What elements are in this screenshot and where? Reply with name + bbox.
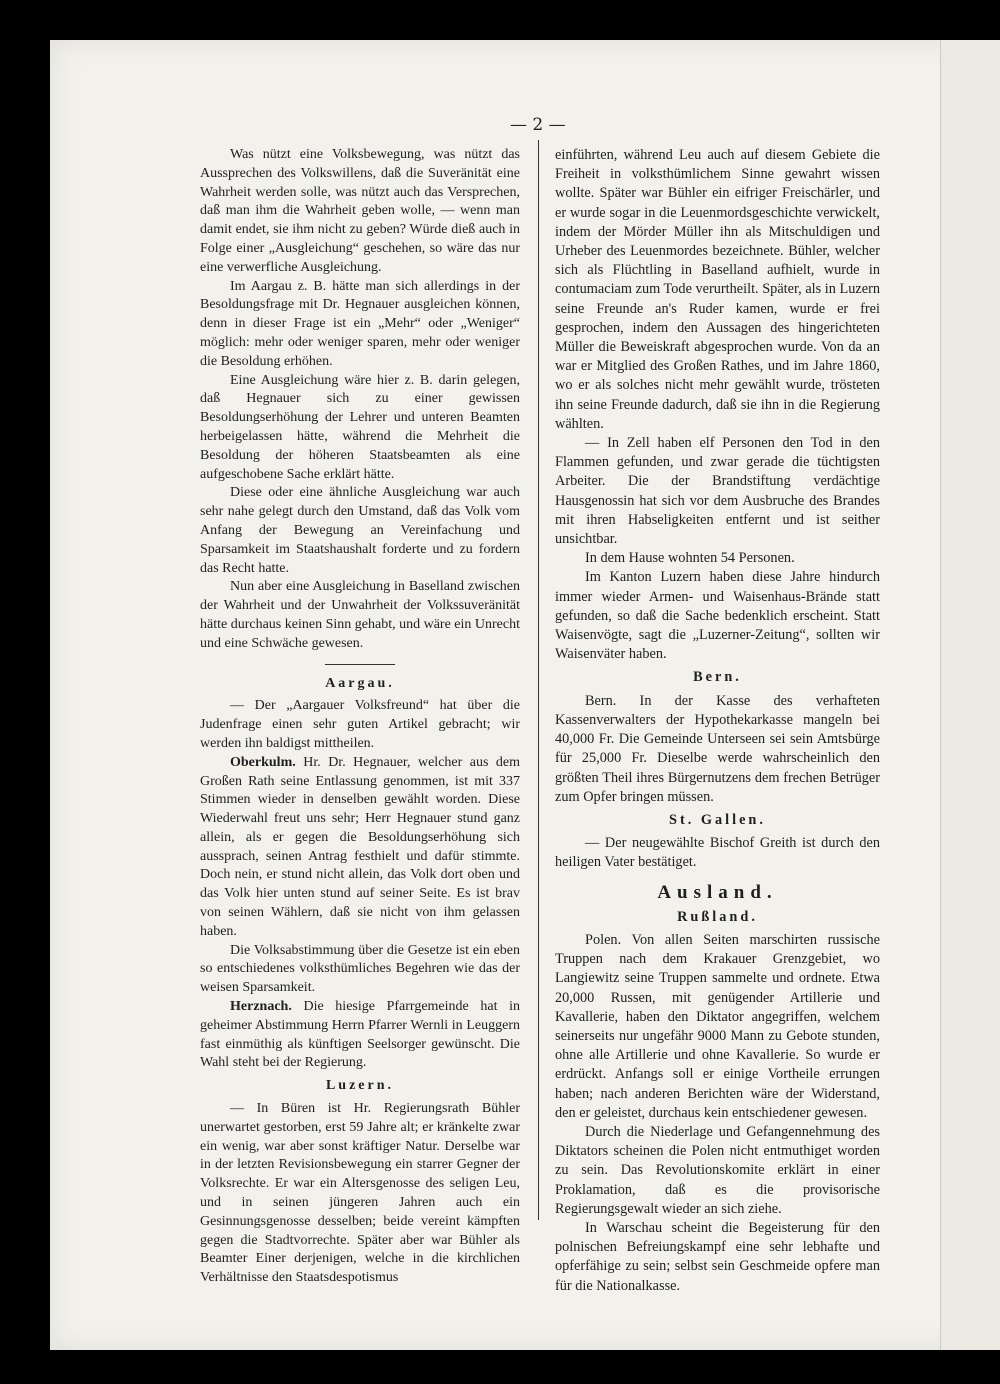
page-number: — 2 — xyxy=(510,115,566,135)
left-column xyxy=(200,146,520,1288)
paragraph xyxy=(200,998,520,1073)
paragraph: Durch die Niederlage und Gefangennehmung des Diktators scheinen die Polen nicht entmuthiget worden zu sein. Das Revolutionskomite erklärt in einer Proklamation, daß es die provisorische Regierungsgewalt wieder an sich ziehe. xyxy=(555,1123,880,1217)
paragraph: — Der „Aargauer Volksfreund“ hat über die Judenfrage einen sehr guten Artikel gebracht; wir werden ihn baldigst mittheilen. xyxy=(200,698,520,751)
paragraph: Was nützt eine Volksbewegung, was nützt das Aussprechen des Volkswillens, daß die Suveränität eine Wahrheit werden solle, was nützt auch das Versprechen, daß man ihm die Wahrheit geben wolle, — wenn man damit endet, sie ihm nicht zu geben? Würde dieß auch in Folge einer „Ausgleichung“ geschehen, so wäre das nur eine verwerfliche Ausgleichung. xyxy=(200,147,520,275)
section-heading: Aargau. xyxy=(325,675,395,691)
section-heading: Bern. xyxy=(693,669,742,686)
paragraph: Eine Ausgleichung wäre hier z. B. darin gelegen, daß Hegnauer sich zu einer gewissen Besoldungserhöhung der Lehrer und unteren Beamten herbeigelassen hätte, während die Mehrheit die Besoldung der höheren Staatsbeamten als eine aufgeschobene Sache erklärt hätte. xyxy=(200,372,520,482)
paragraph: — In Büren ist Hr. Regierungsrath Bühler unerwartet gestorben, erst 59 Jahre alt; er kränkelte zwar ein wenig, war aber sonst kräftiger Natur. Derselbe war in der letzten Revisionsbewegung ein starrer Gegner der Volksrechte. Er war ein Altersgenosse des seligen Leu, und in seinen jüngeren Jahren auch ein Gesinnungsgenosse desselben; beide vereint kämpften gegen die Stadtvorrechte. Später aber war Bühler als Beamter Einer derjenigen, welche in die kirchlichen Verhältnisse den Staatsdespotismus xyxy=(200,1101,520,1286)
section-heading: Rußland. xyxy=(677,908,758,925)
paragraph: Diese oder eine ähnliche Ausgleichung war auch sehr nahe gelegt durch den Umstand, daß das Volk vom Anfang der Bewegung an Vereinfachung und Sparsamkeit im Staatshaushalt forderte und zu fordern das Recht hatte. xyxy=(200,485,520,576)
place-name: Oberkulm. xyxy=(230,754,296,770)
section-divider xyxy=(325,664,395,665)
paragraph: Bern. In der Kasse des verhafteten Kassenverwalters der Hypothekarkasse mangeln bei 40,000 Fr. Die Gemeinde Unterseen sei sein Amtsbürge für 25,000 Fr. Dieselbe werde wahrscheinlich den größten Theil ihres Bürgernutzens dem frechen Betrüger zum Opfer bringen müssen. xyxy=(555,692,880,805)
paragraph xyxy=(200,754,520,942)
paragraph-text: Hr. Dr. Hegnauer, welcher aus dem Großen Rath seine Entlassung genommen, ist mit 337 Stimmen wieder in denselben gewählt worden. Diese Wiederwahl freut uns sehr; Herr Hegnauer stund ganz allein, als er gegen die Besoldungserhöhung sich aussprach, seinen Antrag festhielt und dafür stimmte. Doch nein, er stund nicht allein, das Volk dort oben und das Volk hier unten stund auf seiner Seite. Es ist brav von seinen Wählern, daß sie nicht von ihm gelassen haben. xyxy=(200,754,520,939)
paragraph: Im Aargau z. B. hätte man sich allerdings in der Besoldungsfrage mit Dr. Hegnauer ausgleichen können, denn in dieser Frage ist ein „Mehr“ oder „Weniger“ möglich: mehr oder weniger sparen, mehr oder weniger die Besoldung erhöhen. xyxy=(200,278,520,369)
paragraph: Die Volksabstimmung über die Gesetze ist ein eben so entschiedenes volksthümliches Begehren wie das der weisen Sparsamkeit. xyxy=(200,942,520,996)
section-heading-major: Ausland. xyxy=(657,881,778,903)
column-divider xyxy=(538,140,539,1220)
paragraph: — Der neugewählte Bischof Greith ist durch den heiligen Vater bestätiget. xyxy=(555,835,880,871)
adjacent-page-edge xyxy=(940,40,1000,1350)
paragraph: Im Kanton Luzern haben diese Jahre hindurch immer wieder Armen- und Waisenhaus-Brände statt gefunden, so daß die Sache bedenklich erscheint. Statt Waisenvögte, sagt die „Luzerner-Zeitung“, sollten wir Waisenväter haben. xyxy=(555,569,880,663)
paragraph: Nun aber eine Ausgleichung in Baselland zwischen der Wahrheit und der Unwahrheit der Volkssuveränität hätte durchaus keinen Sinn gehabt, und wäre ein Unrecht und eine Schwäche gewesen. xyxy=(200,579,520,651)
place-name: Herznach. xyxy=(230,999,292,1015)
paragraph: In Warschau scheint die Begeisterung für den polnischen Befreiungskampf eine sehr lebhafte und opferfähige zu sein; selbst sein Geschmeide opfere man für die Nationalkasse. xyxy=(555,1219,880,1294)
right-column xyxy=(555,146,880,1296)
paragraph: Polen. Von allen Seiten marschirten russische Truppen nach dem Krakauer Grenzgebiet, wo Langiewitz seine Truppen sammelte und ordnete. Etwa 20,000 Russen, mit genügender Artillerie und Kavallerie, haben den Diktator angegriffen, welchem seinerseits nur ungefähr 9000 Mann zu Gebote stunden, ohne alle Artillerie und ohne Kavallerie. So wurde er erdrückt. Anfangs soll er einige Vortheile errungen haben; nach anderen Berichten wäre der Widerstand, den er geleistet, durchaus kein entschiedener gewesen. xyxy=(555,931,880,1121)
paragraph: — In Zell haben elf Personen den Tod in den Flammen gefunden, und zwar gerade die tüchtigsten Arbeiter. Die der Brandstiftung verdächtige Hausgenossin hat sich vor dem Ausbruche des Brandes mit ihren Habseligkeiten entfernt und ist seither unsichtbar. xyxy=(555,435,880,548)
paragraph: In dem Hause wohnten 54 Personen. xyxy=(585,550,795,567)
section-heading: Luzern. xyxy=(325,1078,395,1094)
paragraph-text: Die hiesige Pfarrgemeinde hat in geheimer Abstimmung Herrn Pfarrer Wernli in Leuggern fast einmüthig als künftigen Seelsorger gewünscht. Die Wahl steht bei der Regierung. xyxy=(200,999,520,1071)
section-heading: St. Gallen. xyxy=(669,811,766,828)
paragraph: einführten, während Leu auch auf diesem Gebiete die Freiheit in volksthümlichem Sinne gewahrt wissen wollte. Später war Bühler ein eifriger Freischärler, und er wurde sogar in die Leuenmordsgeschichte verwickelt, indem der Mörder Müller ihn als Mitschuldigen und Urheber des Leuenmordes bezeichnete. Bühler, welcher sich als Flüchtling in Baselland aufhielt, wurde in contumaciam zum Tode verurtheilt. Später, als in Luzern seine Freunde an's Ruder kamen, wurde er frei gesprochen, indem den Aussagen des hingerichteten Müller die Beweiskraft abgesprochen wurde. Von da an war er Mitglied des Großen Rathes, und im Jahre 1860, wo er als solches nicht mehr gewählt wurde, trösteten ihn seine Freunde dadurch, daß sie ihn in die Regierung wählten. xyxy=(555,147,880,432)
